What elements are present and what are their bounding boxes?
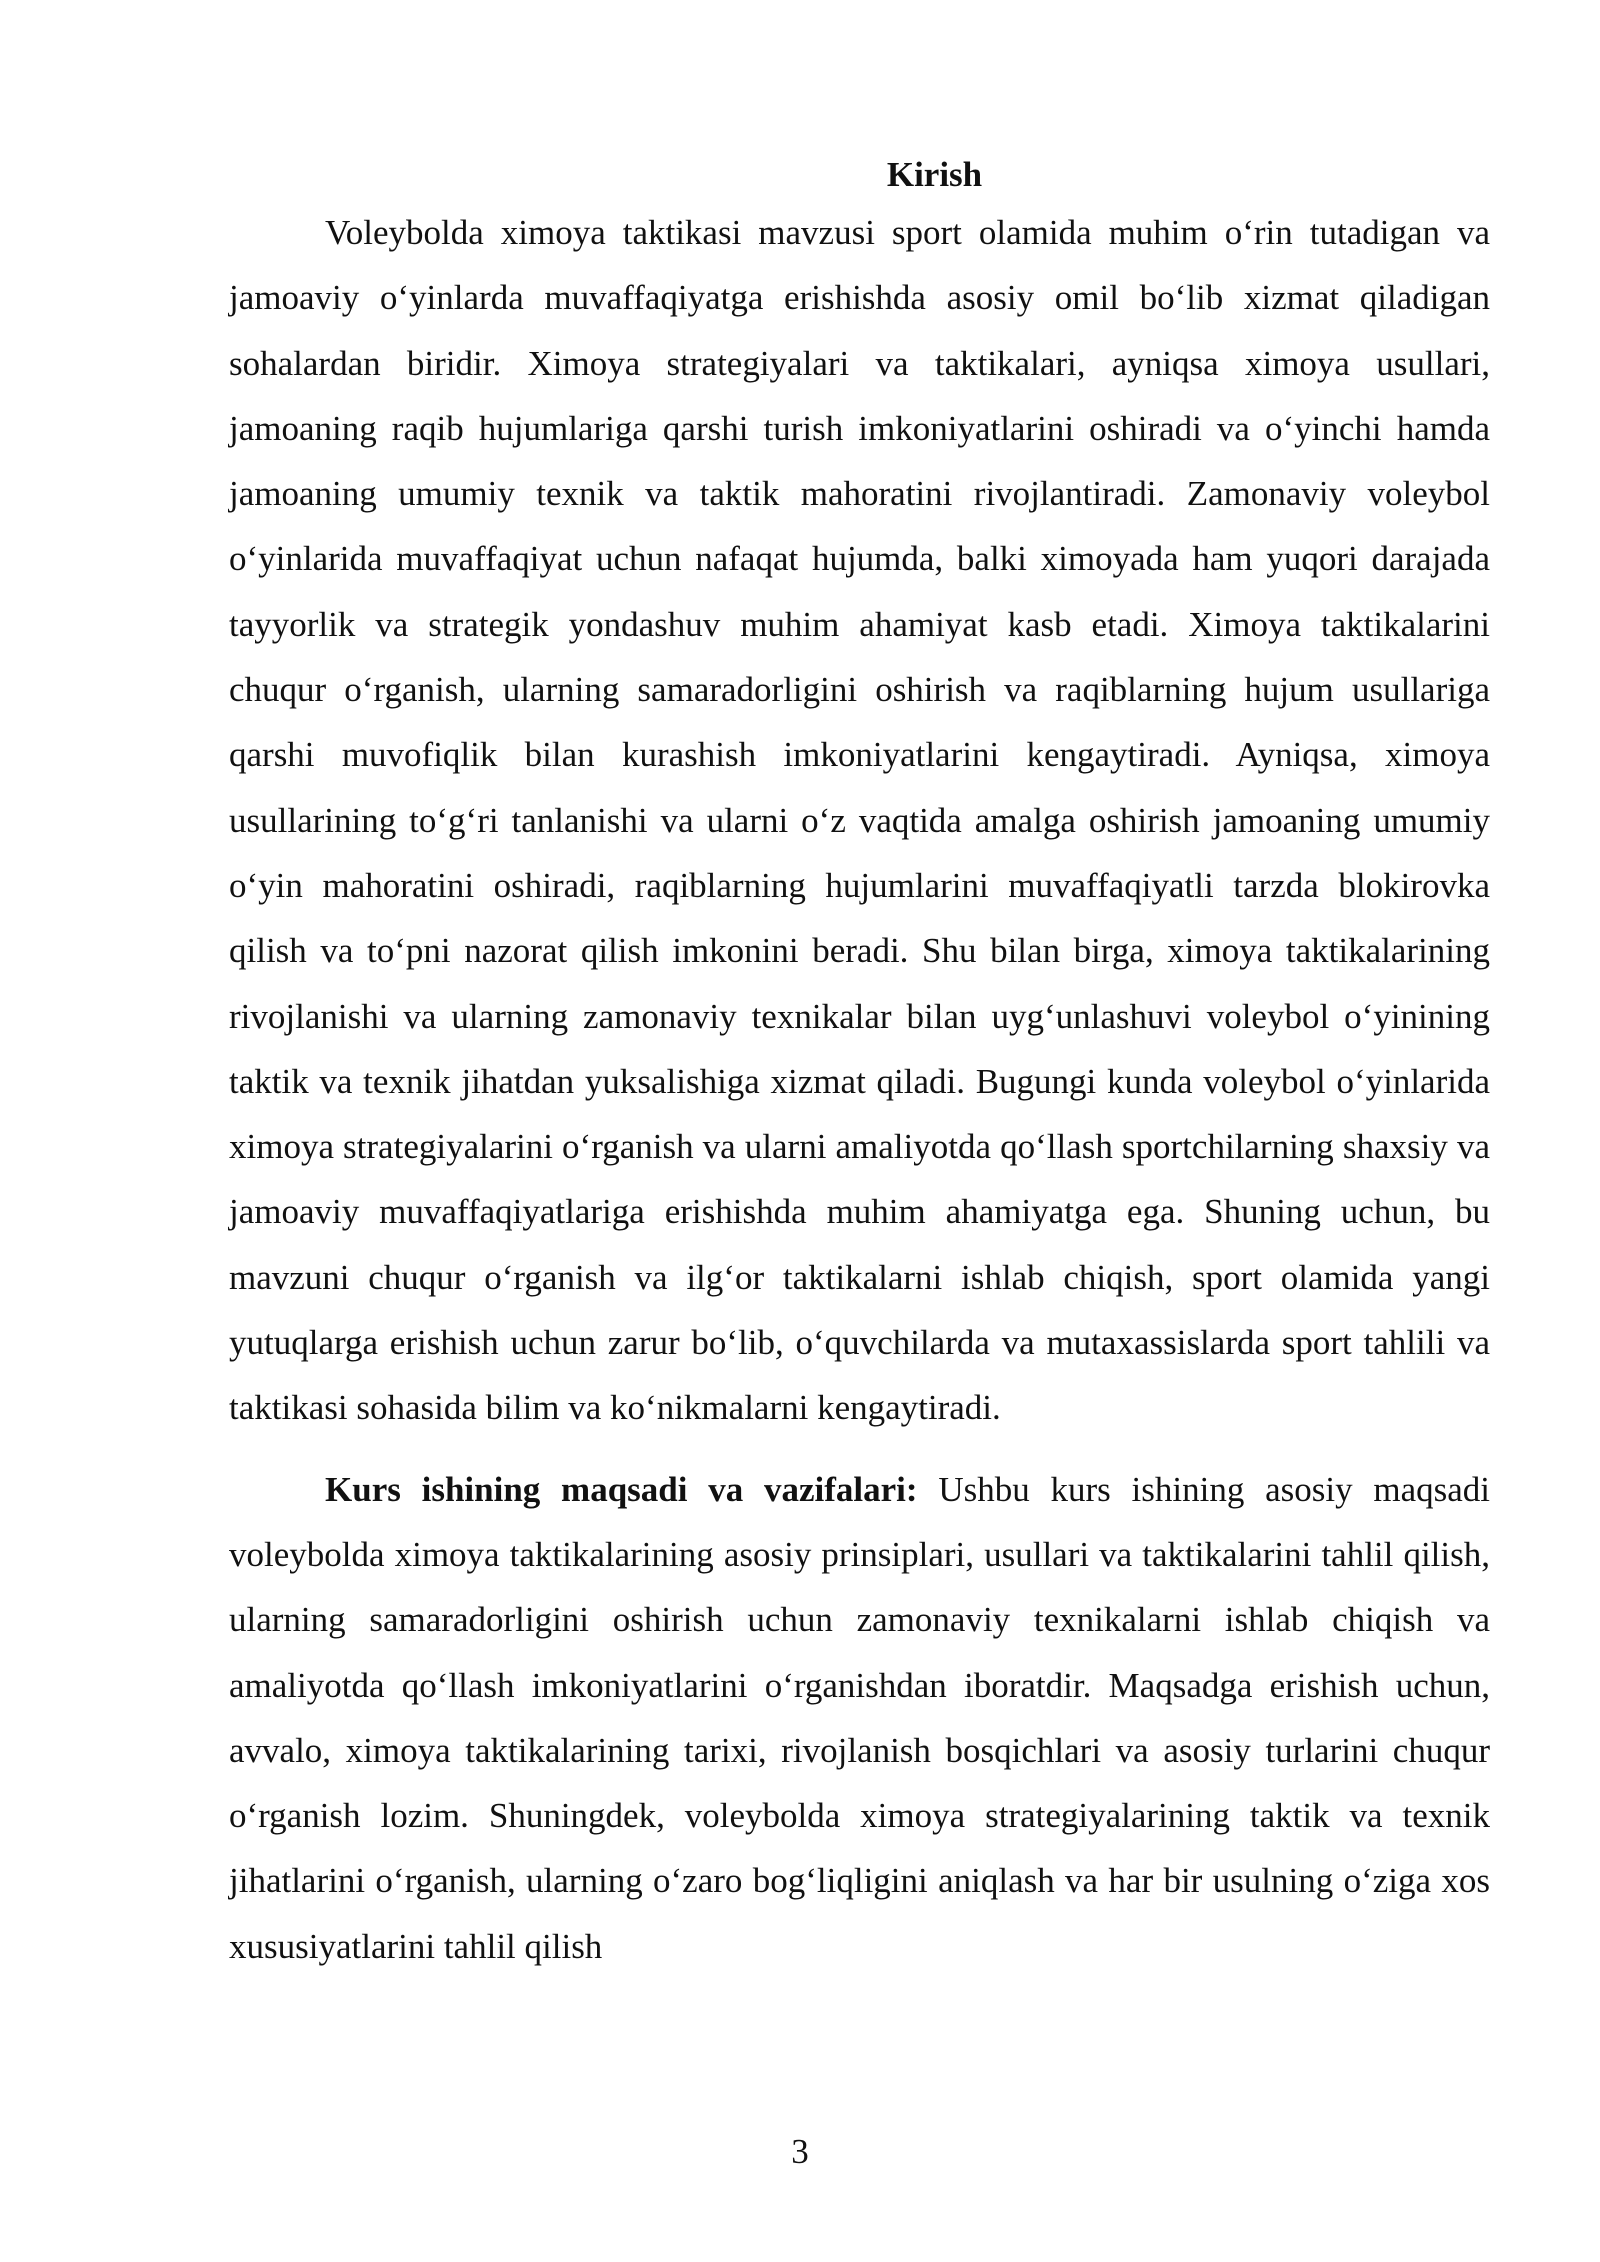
page-number: 3	[791, 2132, 809, 2171]
intro-paragraph: Voleybolda ximoya taktikasi mavzusi sport olamida muhim o‘rin tutadigan va jamoaviy o‘yinlarda muvaffaqiyatga erishishda asosiy omil bo‘lib xizmat qiladigan sohalardan biridir. Ximoya strategiyalari va taktikalari, ayniqsa ximoya usullari, jamoaning raqib hujumlariga qarshi turish imkoniyatlarini oshiradi va o‘yinchi hamda jamoaning umumiy texnik va taktik mahoratini rivojlantiradi. Zamonaviy voleybol o‘yinlarida muvaffaqiyat uchun nafaqat hujumda, balki ximoyada ham yuqori darajada tayyorlik va strategik yondashuv muhim ahamiyat kasb etadi. Ximoya taktikalarini chuqur o‘rganish, ularning samaradorligini oshirish va raqiblarning hujum usullariga qarshi muvofiqlik bilan kurashish imkoniyatlarini kengaytiradi. Ayniqsa, ximoya usullarining to‘g‘ri tanlanishi va ularni o‘z vaqtida amalga oshirish jamoaning umumiy o‘yin mahoratini oshiradi, raqiblarning hujumlarini muvaffaqiyatli tarzda blokirovka qilish va to‘pni nazorat qilish imkonini beradi. Shu bilan birga, ximoya taktikalarining rivojlanishi va ularning zamonaviy texnikalar bilan uyg‘unlashuvi voleybol o‘yinining taktik va texnik jihatdan yuksalishiga xizmat qiladi. Bugungi kunda voleybol o‘yinlarida ximoya strategiyalarini o‘rganish va ularni amaliyotda qo‘llash sportchilarning shaxsiy va jamoaviy muvaffaqiyatlariga erishishda muhim ahamiyatga ega. Shuning uchun, bu mavzuni chuqur o‘rganish va ilg‘or taktikalarni ishlab chiqish, sport olamida yangi yutuqlarga erishish uchun zarur bo‘lib, o‘quvchilarda va mutaxassislarda sport tahlili va taktikasi sohasida bilim va ko‘nikmalarni kengaytiradi.	[229, 213, 1490, 1428]
section-title: Kirish	[886, 155, 983, 194]
goals-paragraph	[229, 1457, 1490, 1979]
document-page	[229, 150, 1490, 2190]
goals-text: Ushbu kurs ishining asosiy maqsadi voleybolda ximoya taktikalarining asosiy prinsiplari, usullari va taktikalarini tahlil qilish, ularning samaradorligini oshirish uchun zamonaviy texnikalarni ishlab chiqish va amaliyotda qo‘llash imkoniyatlarini o‘rganishdan iboratdir. Maqsadga erishish uchun, avvalo, ximoya taktikalarining tarixi, rivojlanish bosqichlari va asosiy turlarini chuqur o‘rganish lozim. Shuningdek, voleybolda ximoya strategiyalarining taktik va texnik jihatlarini o‘rganish, ularning o‘zaro bog‘liqligini aniqlash va har bir usulning o‘ziga xos xususiyatlarini tahlil qilish	[229, 1469, 1490, 1966]
goals-heading: Kurs ishining maqsadi va vazifalari:	[325, 1469, 918, 1509]
